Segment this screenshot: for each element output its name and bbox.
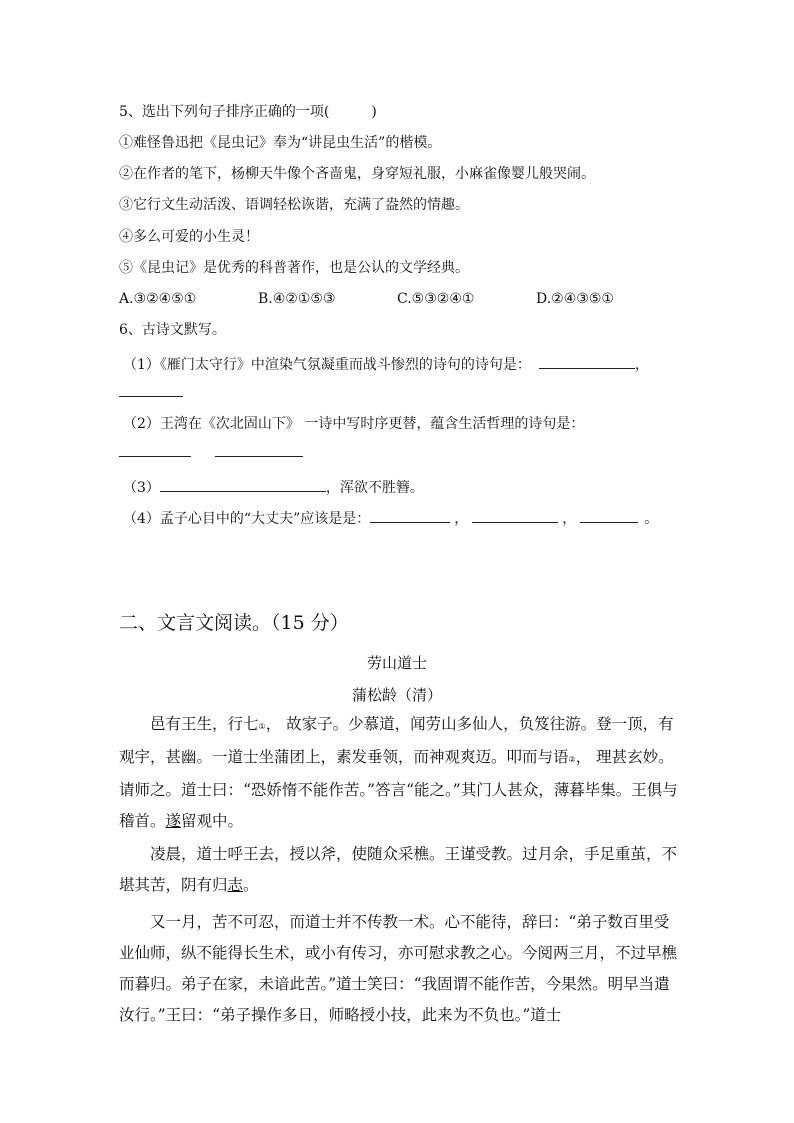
q6-item-4-text: （4）孟子心目中的“大丈夫”应该是是：: [123, 511, 371, 527]
q5-sentence-1: ①难怪鲁迅把《昆虫记》奉为“讲昆虫生活”的楷模。: [119, 135, 442, 151]
paragraph-1: 邑有王生，行七①， 故家子。少慕道，闻劳山多仙人，负笈往游。登一顶，有观宇，甚幽。一道士坐蒲团上，素发垂领，而神观爽迈。叩而与语②， 理甚玄妙。请师之。道士曰：“恐娇惰不能作苦。”答言“能之。”其门人甚众，薄暮毕集。王俱与稽首。遂留观中。: [119, 715, 678, 830]
paragraph-2: 凌晨，道士呼王去，授以斧，使随众采樵。王谨受教。过月余，手足重茧，不堪其苦，阴有归志。: [119, 845, 678, 894]
q5-option-c: C.⑤③②④①: [397, 291, 475, 307]
paragraph-3: 又一月，苦不可忍，而道士并不传教一术。心不能待，辞曰：“弟子数百里受业仙师，纵不能得长生术，或小有传习，亦可慰求教之心。今阅两三月，不过早樵而暮归。弟子在家，未谙此苦。”道士笑曰：“我固谓不能作苦，今果然。明早当遣汝行。”王曰：“弟子操作多日，师略授小技，此来为不负也。”道士: [119, 913, 678, 1024]
answer-blank[interactable]: [539, 354, 635, 369]
q5-option-a: A.③②④⑤①: [119, 291, 197, 307]
q6-title: 6、古诗文默写。: [119, 322, 226, 338]
q5-sentence-4: ④多么可爱的小生灵！: [119, 229, 259, 245]
q6-item-1-line2: [119, 382, 183, 403]
underlined-word: 遂: [165, 812, 182, 830]
underlined-word: 志: [227, 876, 244, 894]
separator: ，: [562, 511, 577, 527]
q6-item-1: [123, 354, 649, 375]
passage-title: 劳山道士: [366, 654, 427, 672]
answer-blank[interactable]: [472, 508, 558, 523]
answer-blank[interactable]: [370, 508, 450, 523]
q6-item-2: （2）王湾在《次北固山下》 一诗中写时序更替，蕴含生活哲理的诗句是：: [123, 416, 585, 432]
answer-blank[interactable]: [215, 442, 303, 457]
q6-item-4: [123, 508, 658, 529]
q5-option-d: D.②④③⑤①: [536, 291, 614, 307]
q6-item-3-suffix: ，浑欲不胜簪。: [325, 480, 424, 496]
q6-item-3: [123, 477, 424, 498]
footnote-2: ②: [568, 755, 576, 764]
answer-blank[interactable]: [119, 442, 191, 457]
q6-item-3-prefix: （3）: [123, 480, 160, 496]
answer-blank[interactable]: [160, 477, 326, 492]
period: 。: [644, 511, 659, 527]
footnote-1: ①: [258, 722, 266, 731]
passage-author: 蒲松龄（清）: [351, 686, 442, 704]
section-2-heading: 二、文言文阅读。（15 分）: [119, 612, 349, 634]
q5-option-b: B.④②①⑤③: [258, 291, 336, 307]
answer-blank[interactable]: [119, 382, 183, 397]
separator: ，: [454, 511, 469, 527]
comma: ，: [634, 357, 649, 373]
q5-sentence-3: ③它行文生动活泼、语调轻松诙谐，充满了盎然的情趣。: [119, 197, 469, 213]
q6-item-1-text: （1）《雁门太守行》中渲染气氛凝重而战斗惨烈的诗句的诗句是：: [123, 357, 531, 373]
passage-text: [119, 709, 679, 1031]
q5-sentence-2: ②在作者的笔下，杨柳天牛像个吝啬鬼，身穿短礼服，小麻雀像婴儿般哭闹。: [119, 166, 595, 182]
q6-item-2-blanks: [119, 442, 303, 463]
q5-sentence-5: ⑤《昆虫记》是优秀的科普著作，也是公认的文学经典。: [119, 260, 469, 276]
q5-title: 5、选出下列句子排序正确的一项( ): [119, 104, 377, 120]
answer-blank[interactable]: [580, 508, 638, 523]
